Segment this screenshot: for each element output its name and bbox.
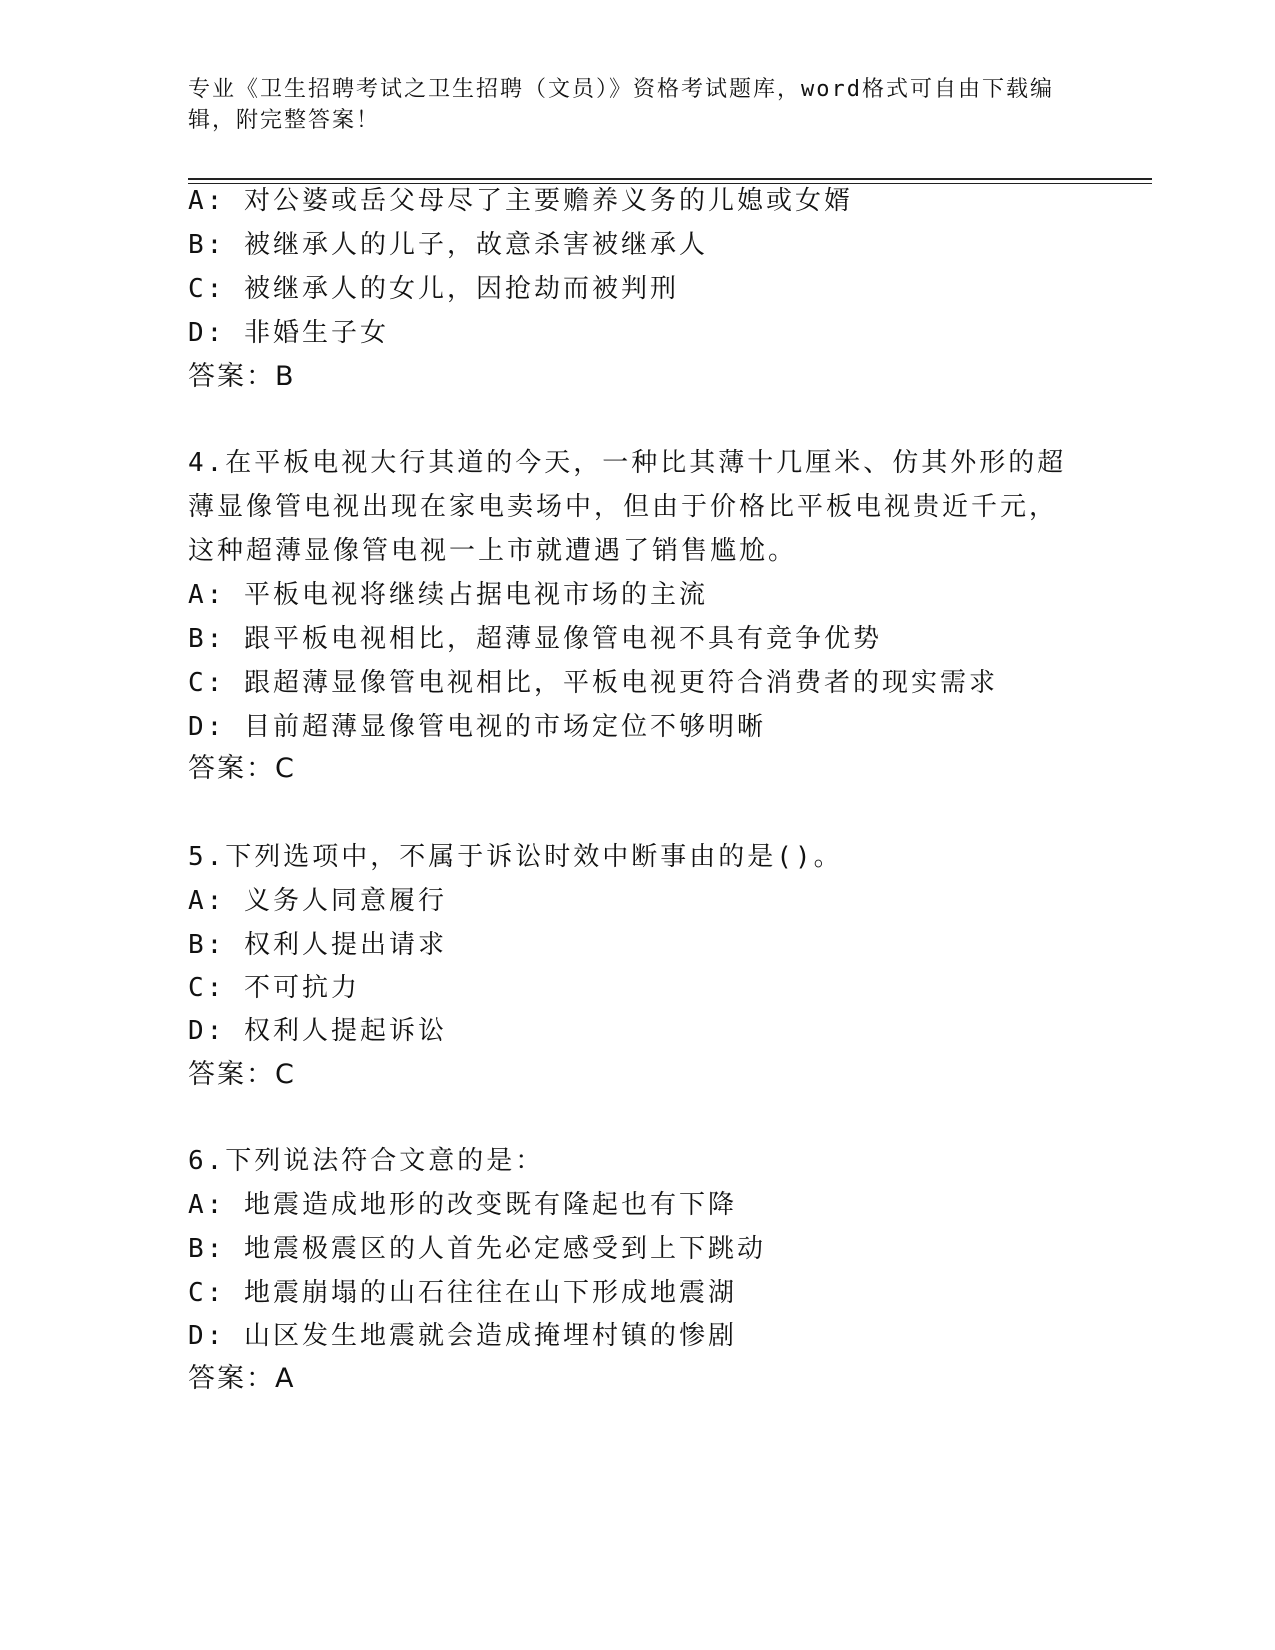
q3-answer: 答案：B [188,361,296,392]
q5-option-b: B: 权利人提出请求 [188,930,447,960]
q4-answer: 答案：C [188,753,296,784]
document-header: 专业《卫生招聘考试之卫生招聘（文员）》资格考试题库，word格式可自由下载编辑，附完整答案！ [188,77,1054,133]
q4-stem-line-1: 4.在平板电视大行其道的今天，一种比其薄十几厘米、仿其外形的超 [188,448,1067,478]
q4-option-d: D: 目前超薄显像管电视的市场定位不够明晰 [188,712,766,742]
header-rule-thick [188,178,1152,180]
q6-stem: 6.下列说法符合文意的是： [188,1146,545,1176]
q4-option-b: B: 跟平板电视相比，超薄显像管电视不具有竞争优势 [188,624,882,654]
q3-option-d: D: 非婚生子女 [188,318,389,348]
q3-option-a: A: 对公婆或岳父母尽了主要赡养义务的儿媳或女婿 [188,186,853,216]
q5-option-d: D: 权利人提起诉讼 [188,1016,447,1046]
q5-stem: 5.下列选项中，不属于诉讼时效中断事由的是()。 [188,842,843,872]
q4-option-c: C: 跟超薄显像管电视相比，平板电视更符合消费者的现实需求 [188,668,998,698]
q5-option-a: A: 义务人同意履行 [188,886,447,916]
q5-answer: 答案：C [188,1059,296,1090]
q6-option-b: B: 地震极震区的人首先必定感受到上下跳动 [188,1234,766,1264]
q6-option-c: C: 地震崩塌的山石往往在山下形成地震湖 [188,1278,737,1308]
q4-stem-line-3: 这种超薄显像管电视一上市就遭遇了销售尴尬。 [188,536,798,566]
q4-stem-line-2: 薄显像管电视出现在家电卖场中，但由于价格比平板电视贵近千元， [188,492,1059,522]
q3-option-c: C: 被继承人的女儿，因抢劫而被判刑 [188,274,679,304]
q5-option-c: C: 不可抗力 [188,973,360,1003]
q6-option-a: A: 地震造成地形的改变既有隆起也有下降 [188,1190,737,1220]
q3-option-b: B: 被继承人的儿子，故意杀害被继承人 [188,230,708,260]
header-rule-thin [188,183,1152,184]
q6-option-d: D: 山区发生地震就会造成掩埋村镇的惨剧 [188,1321,737,1351]
q6-answer: 答案：A [188,1363,296,1394]
q4-option-a: A: 平板电视将继续占据电视市场的主流 [188,580,708,610]
